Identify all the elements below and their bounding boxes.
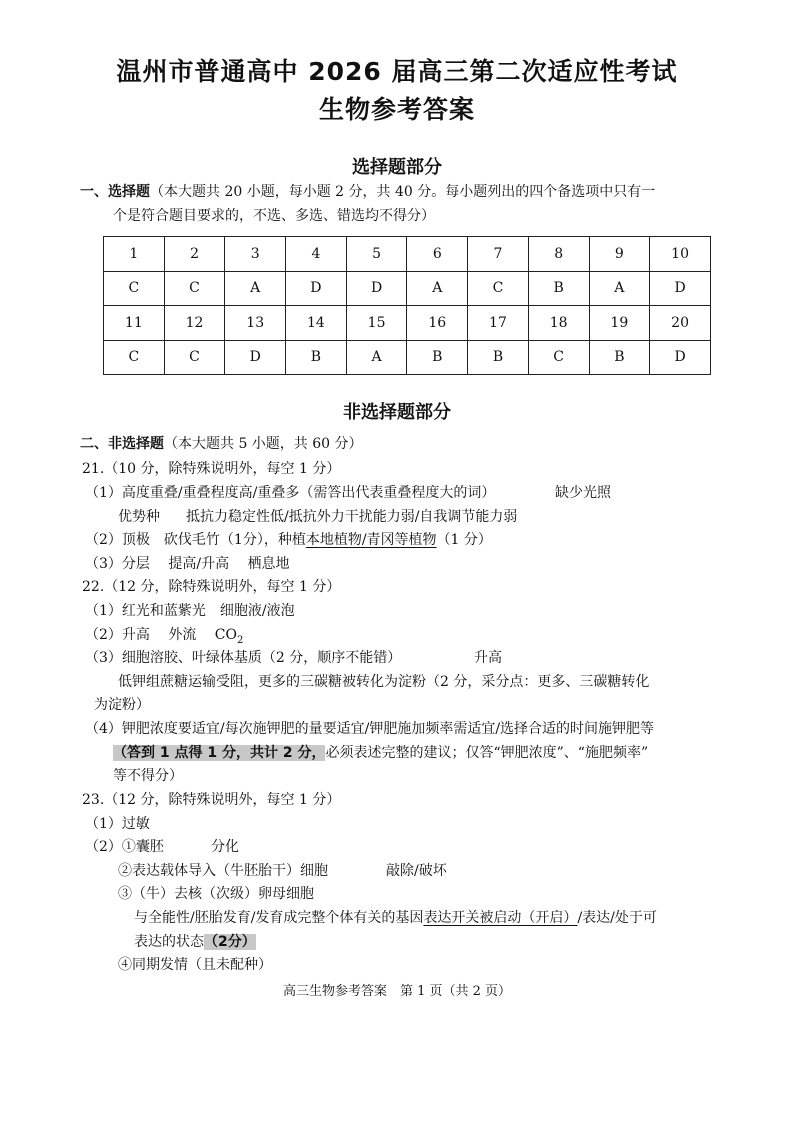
- instructions-line-1: （本大题共 20 小题，每小题 2 分，共 40 分。每小题列出的四个备选项中只有一: [150, 184, 656, 200]
- question-number-cell: 9: [589, 237, 650, 272]
- q21-line-1b: 缺少光照: [555, 485, 611, 501]
- q22-line-6: （4）钾肥浓度要适宜/每次施钾肥的量要适宜/钾肥施加频率需适宜/选择合适的时间施钾肥等: [85, 721, 655, 737]
- question-number-cell: 3: [225, 237, 286, 272]
- answer-cell: B: [589, 340, 650, 375]
- question-number-cell: 7: [468, 237, 529, 272]
- q23-line-6-pre: 表达的状态: [134, 934, 204, 950]
- q22-line-1: （1）红光和蓝紫光 细胞液/液泡: [85, 603, 295, 619]
- answer-row: [104, 271, 711, 306]
- answer-cell: A: [589, 271, 650, 306]
- q22-line-2-text: （2）升高 外流 CO: [85, 627, 237, 643]
- q21-line-3: [85, 530, 492, 550]
- co2-subscript: 2: [237, 634, 244, 646]
- question-number-cell: 18: [528, 306, 589, 341]
- question-number-cell: 10: [650, 237, 711, 272]
- q21-line-3-post: （1 分）: [436, 532, 492, 548]
- q23-line-5-post: /表达/处于可: [577, 910, 657, 926]
- part-info: （本大题共 5 小题，共 60 分）: [164, 436, 363, 452]
- question-number-cell: 6: [407, 237, 468, 272]
- q22-line-4: 低钾组蔗糖运输受阻，更多的三碳糖被转化为淀粉（2 分，采分点：更多、三碳糖转化: [118, 674, 650, 690]
- answer-cell: D: [346, 271, 407, 306]
- q23-line-2b: 分化: [211, 839, 239, 855]
- q23-line-6: [134, 932, 256, 952]
- q22-line-8: 等不得分）: [113, 768, 183, 784]
- q22-highlight: （答到 1 点得 1 分，共计 2 分，: [113, 745, 326, 761]
- question-number-cell: 19: [589, 306, 650, 341]
- q21-header: 21.（10 分，除特殊说明外，每空 1 分）: [82, 461, 341, 477]
- question-number-row: [104, 306, 711, 341]
- answer-cell: D: [650, 340, 711, 375]
- answer-cell: A: [407, 271, 468, 306]
- q21-line-3-pre: （2）顶极 砍伐毛竹（1分），种植: [85, 532, 306, 548]
- q21-line-3-underlined: 本地植物/青冈等植物: [305, 532, 437, 548]
- answer-row: [104, 340, 711, 375]
- q23-line-5: [134, 908, 657, 928]
- question-number-cell: 13: [225, 306, 286, 341]
- answer-table: [103, 236, 711, 375]
- q21-line-1a: （1）高度重叠/重叠程度高/重叠多（需答出代表重叠程度大的词）: [85, 485, 496, 501]
- answer-cell: C: [104, 340, 165, 375]
- question-number-cell: 17: [468, 306, 529, 341]
- instructions-line-2: 个是符合题目要求的，不选、多选、错选均不得分）: [113, 208, 435, 224]
- question-number-cell: 11: [104, 306, 165, 341]
- answer-cell: B: [528, 271, 589, 306]
- nonchoice-intro: [80, 434, 363, 454]
- q22-header: 22.（12 分，除特殊说明外，每空 1 分）: [82, 579, 341, 595]
- answer-cell: B: [286, 340, 347, 375]
- q23-line-4: ③（牛）去核（次级）卵母细胞: [118, 886, 314, 902]
- question-number-cell: 1: [104, 237, 165, 272]
- q21-line-2b: 抵抗力稳定性低/抵抗外力干扰能力弱/自我调节能力弱: [186, 509, 518, 525]
- question-number-row: [104, 237, 711, 272]
- q23-line-5-underlined: 表达开关被启动（开启）: [423, 910, 578, 926]
- q23-line-1: （1）过敏: [85, 816, 150, 832]
- question-number-cell: 8: [528, 237, 589, 272]
- question-number-cell: 2: [164, 237, 225, 272]
- q23-line-2a: （2）①囊胚: [85, 839, 164, 855]
- q23-highlight: （2分）: [204, 934, 256, 950]
- q23-line-3a: ②表达载体导入（牛胚胎干）细胞: [118, 863, 328, 879]
- answer-cell: C: [104, 271, 165, 306]
- question-number-cell: 16: [407, 306, 468, 341]
- answer-subtitle: 生物参考答案: [318, 95, 475, 124]
- answer-cell: C: [528, 340, 589, 375]
- question-number-cell: 20: [650, 306, 711, 341]
- answer-cell: D: [286, 271, 347, 306]
- answer-cell: C: [164, 271, 225, 306]
- answer-cell: A: [346, 340, 407, 375]
- q21-line-2a: 优势种: [118, 509, 160, 525]
- part-label-nonchoice: 二、非选择题: [80, 436, 164, 452]
- question-number-cell: 12: [164, 306, 225, 341]
- answer-cell: C: [468, 271, 529, 306]
- q23-line-3b: 敲除/破坏: [386, 863, 447, 879]
- page-footer: 高三生物参考答案 第 1 页（共 2 页）: [282, 984, 512, 999]
- q22-line-3a: （3）细胞溶胶、叶绿体基质（2 分，顺序不能错）: [85, 650, 402, 666]
- part-label-choice: 一、选择题: [80, 184, 150, 200]
- q22-line-2: [85, 625, 243, 651]
- answer-cell: D: [225, 340, 286, 375]
- q22-line-7-post: 必须表述完整的建议；仅答“钾肥浓度”、“施肥频率”: [325, 745, 649, 761]
- q23-line-5-pre: 与全能性/胚胎发育/发育成完整个体有关的基因: [134, 910, 424, 926]
- answer-cell: C: [164, 340, 225, 375]
- choice-instructions: [80, 182, 655, 202]
- question-number-cell: 5: [346, 237, 407, 272]
- q21-line-4: （3）分层 提高/升高 栖息地: [85, 556, 290, 572]
- answer-cell: B: [468, 340, 529, 375]
- question-number-cell: 4: [286, 237, 347, 272]
- q22-line-5: 为淀粉）: [94, 697, 150, 713]
- q23-header: 23.（12 分，除特殊说明外，每空 1 分）: [82, 792, 341, 808]
- question-number-cell: 15: [346, 306, 407, 341]
- answer-cell: A: [225, 271, 286, 306]
- section-heading-choice: 选择题部分: [352, 157, 442, 178]
- exam-title: 温州市普通高中 2026 届高三第二次适应性考试: [116, 57, 678, 86]
- q22-line-3b: 升高: [474, 650, 502, 666]
- answer-cell: D: [650, 271, 711, 306]
- q22-line-7: [113, 743, 648, 763]
- answer-cell: B: [407, 340, 468, 375]
- question-number-cell: 14: [286, 306, 347, 341]
- q23-line-7: ④同期发情（且未配种）: [118, 957, 272, 973]
- section-heading-nonchoice: 非选择题部分: [343, 402, 451, 423]
